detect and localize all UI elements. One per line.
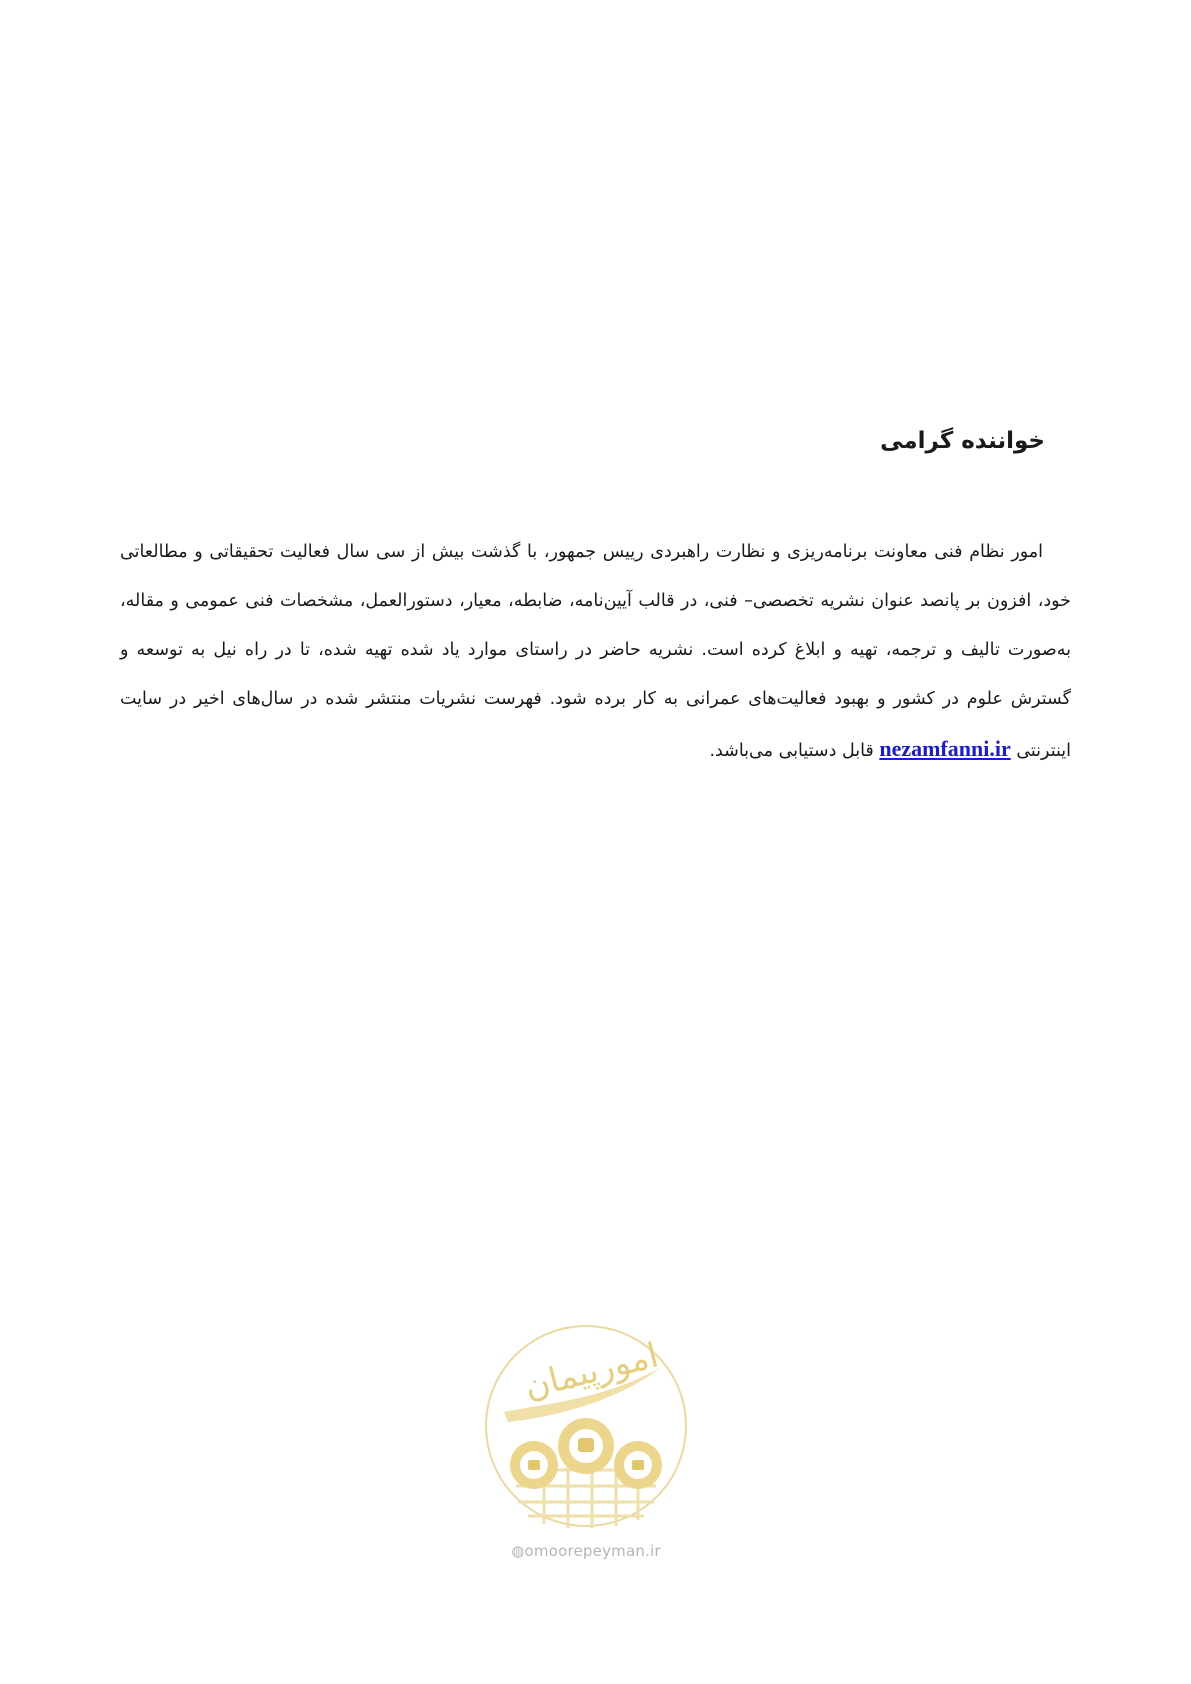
watermark-logo-text: امورپیمان — [520, 1335, 663, 1408]
intro-paragraph — [120, 528, 1071, 776]
paragraph-text — [120, 528, 1071, 776]
watermark-caption — [482, 1542, 690, 1560]
building-icon — [578, 1438, 594, 1452]
globe-icon: ◍ — [511, 1542, 525, 1560]
nezamfanni-link[interactable]: nezamfanni.ir — [879, 736, 1011, 761]
excavator-icon — [632, 1460, 644, 1470]
watermark-caption-text: omoorepeyman.ir — [524, 1542, 661, 1560]
paragraph-text-before-link: امور نظام فنی معاونت برنامه‌ریزی و نظارت راهبردی رییس جمهور، با گذشت بیش از سی سال فعالیت تحقیقاتی و مطالعاتی خود، افزون بر پانصد عنوان نشریه تخصصی– فنی، در قالب آیین‌نامه، ضابطه، معیار، دستورالعمل، مشخصات فنی عمومی و مقاله، به‌صورت تالیف و ترجمه، تهیه و ابلاغ کرده است. نشریه حاضر در راستای موارد یاد شده تهیه شده، تا در راه نیل به توسعه و گسترش علوم در کشور و بهبود فعالیت‌های عمرانی به کار برده شود. فهرست نشریات منتشر شده در سال‌های اخیر در سایت اینترنتی — [120, 542, 1071, 761]
watermark-emblem — [482, 1320, 690, 1535]
watermark-logo — [482, 1320, 690, 1565]
scale-icon — [528, 1460, 540, 1470]
page-heading: خواننده گرامی — [880, 428, 1045, 454]
paragraph-text-after-link: قابل دستیابی می‌باشد. — [709, 741, 874, 761]
